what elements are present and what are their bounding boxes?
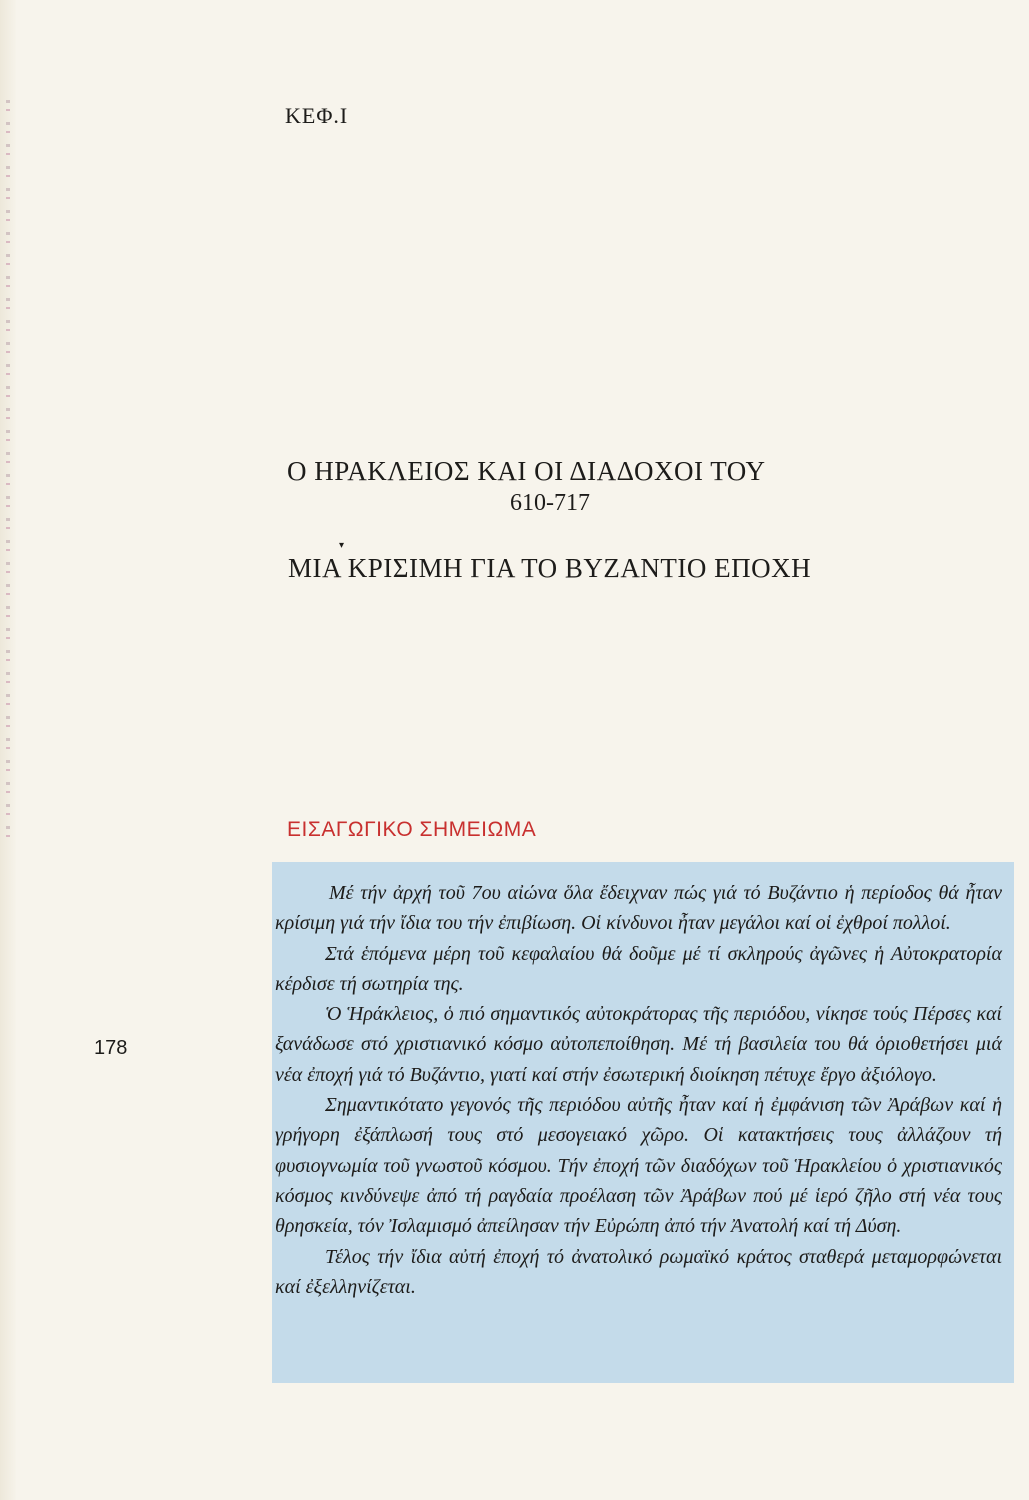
intro-paragraph: Σημαντικότατο γεγονός τῆς περιόδου αὐτῆς ἦταν καί ἡ ἐμφάνιση τῶν Ἀράβων καί ἡ γρήγορη ἐξάπλωσή τους στό μεσογειακό χῶρο. Οἱ κατακτήσεις τους ἀλλάζουν τή φυσιογνωμία τοῦ γνωστοῦ κόσμου. Τήν ἐποχή τῶν διαδόχων τοῦ Ἡρακλείου ὁ χριστιανικός κόσμος κινδύνεψε ἀπό τή ραγδαία προέλαση τῶν Ἀράβων πού μέ ἱερό ζῆλο στή νέα τους θρησκεία, τόν Ἰσλαμισμό ἀπείλησαν τήν Εὐρώπη ἀπό τήν Ἀνατολή καί τή Δύση. xyxy=(275,1094,1002,1238)
intro-paragraph: Στά ἑπόμενα μέρη τοῦ κεφαλαίου θά δοῦμε μέ τί σκληρούς ἀγῶνες ἡ Αὐτοκρατορία κέρδισε τή σωτηρία της. xyxy=(275,942,1002,995)
chapter-dates: 610-717 xyxy=(510,490,590,516)
chapter-label: ΚΕΦ.Ι xyxy=(285,103,349,128)
intro-text xyxy=(275,878,1002,1302)
ink-mark: ▾ xyxy=(339,540,345,551)
section-heading: ΕΙΣΑΓΩΓΙΚΟ ΣΗΜΕΙΩΜΑ xyxy=(287,818,537,841)
chapter-subtitle: ΜΙΑ ΚΡΙΣΙΜΗ ΓΙΑ ΤΟ ΒΥΖΑΝΤΙΟ ΕΠΟΧΗ xyxy=(288,553,812,583)
intro-paragraph: Ὁ Ἡράκλειος, ὁ πιό σημαντικός αὐτοκράτορας τῆς περιόδου, νίκησε τούς Πέρσες καί ξανάδωσε στό χριστιανικό κόσμο αὐτοπεποίθηση. Μέ τή βασιλεία του θά ὁριοθετήσει μιά νέα ἐποχή γιά τό Βυζάντιο, γιατί καί στήν ἐσωτερική διοίκηση πέτυχε ἔργο ἀξιόλογο. xyxy=(275,1003,1002,1086)
intro-paragraph: Μέ τήν ἀρχή τοῦ 7ου αἰώνα ὅλα ἔδειχναν πώς γιά τό Βυζάντιο ἡ περίοδος θά ἦταν κρίσιμη γιά τήν ἴδια του τήν ἐπιβίωση. Οἱ κίνδυνοι ἦταν μεγάλοι καί οἱ ἐχθροί πολλοί. xyxy=(275,882,1002,935)
intro-paragraph: Τέλος τήν ἴδια αὐτή ἐποχή τό ἀνατολικό ρωμαϊκό κράτος σταθερά μεταμορφώνεται καί ἐξελληνίζεται. xyxy=(275,1245,1002,1298)
binding-marks xyxy=(6,100,10,840)
page-number: 178 xyxy=(94,1037,128,1059)
chapter-title: Ο ΗΡΑΚΛΕΙΟΣ ΚΑΙ ΟΙ ΔΙΑΔΟΧΟΙ ΤΟΥ xyxy=(287,456,766,486)
